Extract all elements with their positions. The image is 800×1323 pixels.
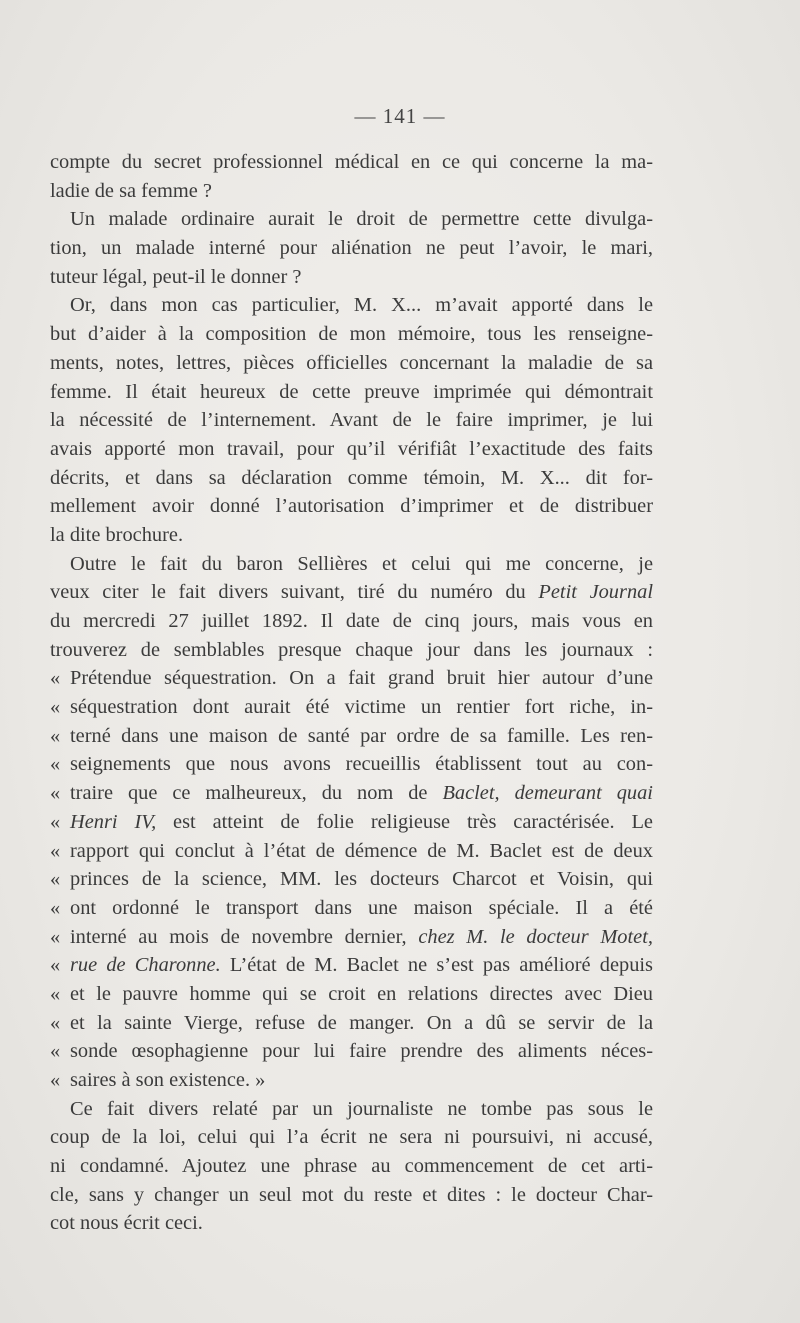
line-text: compte du secret professionnel médical en ce qui concerne la ma-: [50, 151, 653, 173]
line-text: seignements que nous avons recueillis établissent tout au con-: [70, 753, 653, 776]
text-line: [50, 1181, 653, 1210]
text-line: [50, 492, 653, 521]
quote-mark: «: [50, 724, 61, 747]
line-text: coup de la loi, celui qui l’a écrit ne sera ni poursuivi, ni accusé,: [50, 1126, 653, 1149]
line-text: Or, dans mon cas particulier, M. X... m’avait apporté dans le: [70, 294, 653, 317]
text-line: [50, 378, 653, 407]
text-line: [50, 177, 653, 206]
line-text: terné dans une maison de santé par ordre de sa famille. Les ren-: [70, 724, 653, 747]
quote-mark: «: [50, 782, 61, 805]
line-text: et la sainte Vierge, refuse de manger. On a dû se servir de la: [70, 1011, 653, 1034]
text-line: [50, 980, 653, 1009]
text-line: [50, 406, 653, 435]
text-line: [50, 521, 653, 550]
line-text: tuteur légal, peut-il le donner ?: [50, 265, 302, 288]
text-line: [50, 349, 653, 378]
line-text: séquestration dont aurait été victime un rentier fort riche, in-: [70, 696, 653, 719]
italic-text: Petit Journal: [538, 581, 653, 604]
quote-mark: «: [50, 1011, 61, 1034]
line-text: ladie de sa femme ?: [50, 179, 212, 202]
quote-mark: «: [50, 896, 61, 919]
line-text: la nécessité de l’internement. Avant de le faire imprimer, je lui: [50, 409, 653, 432]
line-text: sonde œsophagienne pour lui faire prendre des aliments néces-: [70, 1040, 653, 1063]
text-line: [50, 693, 653, 722]
line-text: mellement avoir donné l’autorisation d’imprimer et de distribuer: [50, 495, 653, 518]
line-text: la dite brochure.: [50, 523, 184, 546]
line-text: et le pauvre homme qui se croit en relations directes avec Dieu: [70, 982, 653, 1005]
line-text: Ce fait divers relaté par un journaliste ne tombe pas sous le: [70, 1097, 653, 1120]
line-text: ments, notes, lettres, pièces officielles concernant la maladie de sa: [50, 351, 653, 374]
text-line: [50, 1209, 653, 1238]
quote-mark: «: [50, 667, 61, 690]
line-text: saires à son existence. »: [70, 1069, 266, 1091]
line-text: princes de la science, MM. les docteurs Charcot et Voisin, qui: [70, 868, 653, 891]
line-text: L’état de M. Baclet ne s’est pas amélioré depuis: [220, 954, 653, 977]
line-text: ni condamné. Ajoutez une phrase au commencement de cet arti-: [50, 1155, 653, 1178]
quote-mark: «: [50, 954, 61, 977]
text-line: [50, 464, 653, 493]
italic-text: Henri IV,: [70, 810, 157, 833]
text-line: [50, 1095, 653, 1124]
line-text: décrits, et dans sa déclaration comme témoin, M. X... dit for-: [50, 466, 653, 489]
quote-mark: «: [50, 810, 61, 833]
line-text: rapport qui conclut à l’état de démence de M. Baclet est de deux: [70, 839, 653, 862]
text-line: [50, 865, 653, 894]
line-text: interné au mois de novembre dernier,: [70, 925, 419, 948]
text-line: [50, 808, 653, 837]
text-line: [50, 1066, 653, 1095]
text-line: [50, 234, 653, 263]
text-line: [50, 205, 653, 234]
text-line: [50, 607, 653, 636]
line-text: trouverez de semblables presque chaque jour dans les journaux :: [50, 638, 653, 661]
italic-text: chez M. le docteur Motet,: [418, 925, 653, 948]
page-number: — 141 —: [354, 104, 446, 128]
quote-mark: «: [50, 1040, 61, 1063]
line-text: est atteint de folie religieuse très caractérisée. Le: [156, 810, 653, 833]
line-text: tion, un malade interné pour aliénation ne peut l’avoir, le mari,: [50, 237, 653, 260]
quote-mark: «: [50, 1069, 61, 1091]
line-text: but d’aider à la composition de mon mémoire, tous les renseigne-: [50, 323, 653, 346]
line-text: cot nous écrit ceci.: [50, 1212, 203, 1235]
text-line: [50, 1037, 653, 1066]
text-line: [50, 636, 653, 665]
quote-mark: «: [50, 753, 61, 776]
line-text: traire que ce malheureux, du nom de: [70, 782, 443, 805]
text-line: [50, 894, 653, 923]
quote-mark: «: [50, 925, 61, 948]
text-line: [50, 664, 653, 693]
line-text: Prétendue séquestration. On a fait grand bruit hier autour d’une: [70, 667, 653, 690]
line-text: Outre le fait du baron Sellières et celui qui me concerne, je: [70, 552, 653, 575]
quote-mark: «: [50, 839, 61, 862]
text-line: [50, 320, 653, 349]
line-text: cle, sans y changer un seul mot du reste et dites : le docteur Char-: [50, 1183, 653, 1206]
line-text: du mercredi 27 juillet 1892. Il date de cinq jours, mais vous en: [50, 610, 653, 632]
text-line: [50, 550, 653, 579]
line-text: ont ordonné le transport dans une maison spéciale. Il a été: [70, 896, 653, 919]
quote-mark: «: [50, 868, 61, 891]
text-line: [50, 923, 653, 952]
text-line: [50, 1123, 653, 1152]
text-line: [50, 1009, 653, 1038]
text-line: [50, 750, 653, 779]
text-line: [50, 779, 653, 808]
text-line: [50, 722, 653, 751]
text-line: [50, 263, 653, 292]
quote-mark: «: [50, 696, 61, 719]
text-line: [50, 1152, 653, 1181]
line-text: avais apporté mon travail, pour qu’il vérifiât l’exactitude des faits: [50, 437, 653, 460]
quote-mark: «: [50, 982, 61, 1005]
italic-text: rue de Charonne.: [70, 954, 221, 977]
text-line: [50, 951, 653, 980]
text-line: [50, 837, 653, 866]
body-text: [50, 148, 653, 1238]
text-line: [50, 578, 653, 607]
text-line: [50, 148, 653, 177]
line-text: femme. Il était heureux de cette preuve imprimée qui démontrait: [50, 380, 653, 403]
line-text: veux citer le fait divers suivant, tiré du numéro du: [50, 581, 539, 604]
line-text: Un malade ordinaire aurait le droit de permettre cette divulga-: [70, 208, 653, 231]
italic-text: Baclet, demeurant quai: [442, 782, 653, 805]
text-line: [50, 291, 653, 320]
text-line: [50, 435, 653, 464]
